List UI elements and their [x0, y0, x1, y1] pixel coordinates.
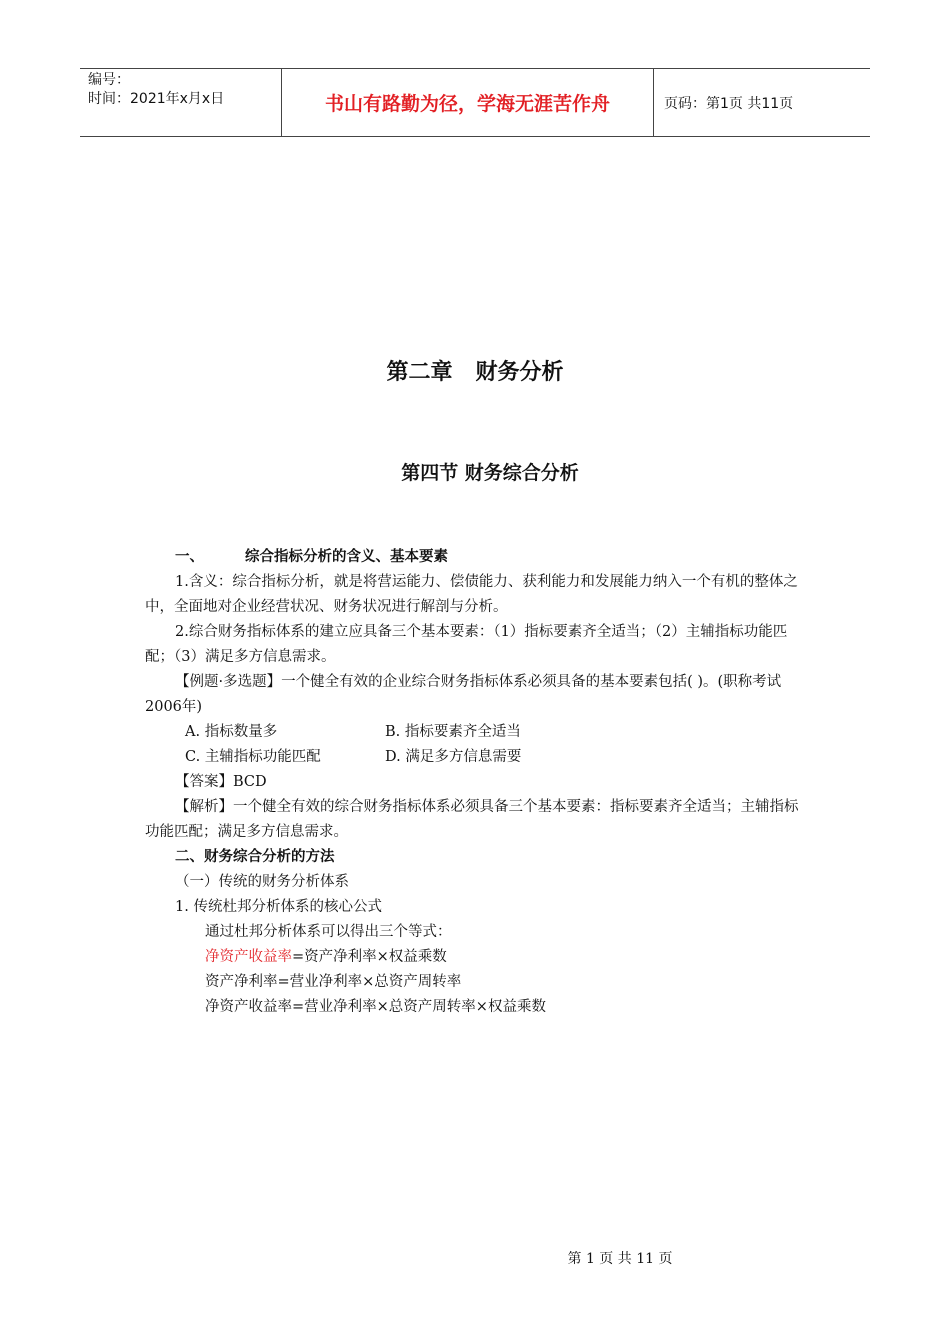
heading-one-number: 一、	[175, 549, 204, 565]
option-d: D. 满足多方信息需要	[385, 749, 522, 765]
heading-two: 二、财务综合分析的方法	[175, 849, 335, 865]
options-row-2	[145, 745, 810, 770]
formula-one-rest: =资产净利率×权益乘数	[292, 949, 447, 965]
paragraph-definition: 1.含义：综合指标分析，就是将营运能力、偿债能力、获利能力和发展能力纳入一个有机的整体之中，全面地对企业经营状况、财务状况进行解剖与分析。	[145, 574, 798, 615]
item-dupont-core: 1. 传统杜邦分析体系的核心公式	[175, 899, 382, 915]
header-meta-cell	[80, 69, 282, 136]
answer: 【答案】BCD	[175, 774, 267, 790]
formula-intro: 通过杜邦分析体系可以得出三个等式：	[205, 924, 452, 940]
time-label: 时间：2021年x月x日	[88, 91, 225, 107]
section-title: 第四节 财务综合分析	[401, 462, 579, 484]
example-question: 【例题·多选题】一个健全有效的企业综合财务指标体系必须具备的基本要素包括( )。(职称考试2006年)	[145, 674, 782, 715]
analysis: 【解析】一个健全有效的综合财务指标体系必须具备三个基本要素：指标要素齐全适当；主辅指标功能匹配；满足多方信息需求。	[145, 799, 799, 840]
header-page-info: 页码：第1页 共11页	[664, 95, 794, 112]
formula-three: 净资产收益率=营业净利率×总资产周转率×权益乘数	[205, 999, 546, 1015]
document-header	[80, 68, 870, 137]
header-motto: 书山有路勤为径，学海无涯苦作舟	[282, 69, 654, 136]
formula-one	[145, 945, 810, 970]
subheading-traditional: （一）传统的财务分析体系	[175, 874, 349, 890]
formula-two: 资产净利率=营业净利率×总资产周转率	[205, 974, 462, 990]
option-b: B. 指标要素齐全适当	[385, 724, 521, 740]
number-label: 编号：	[88, 72, 130, 88]
option-a: A. 指标数量多	[185, 724, 278, 740]
formula-one-highlight: 净资产收益率	[205, 949, 292, 965]
main-content	[145, 545, 810, 1020]
page-footer: 第 1 页 共 11 页	[567, 1251, 673, 1267]
option-c: C. 主辅指标功能匹配	[185, 749, 321, 765]
options-row-1	[145, 720, 810, 745]
heading-one	[145, 545, 810, 570]
heading-one-text: 综合指标分析的含义、基本要素	[245, 549, 448, 565]
paragraph-elements: 2.综合财务指标体系的建立应具备三个基本要素：（1）指标要素齐全适当；（2）主辅指标功能匹配；（3）满足多方信息需求。	[145, 624, 788, 665]
chapter-title: 第二章 财务分析	[386, 360, 564, 385]
